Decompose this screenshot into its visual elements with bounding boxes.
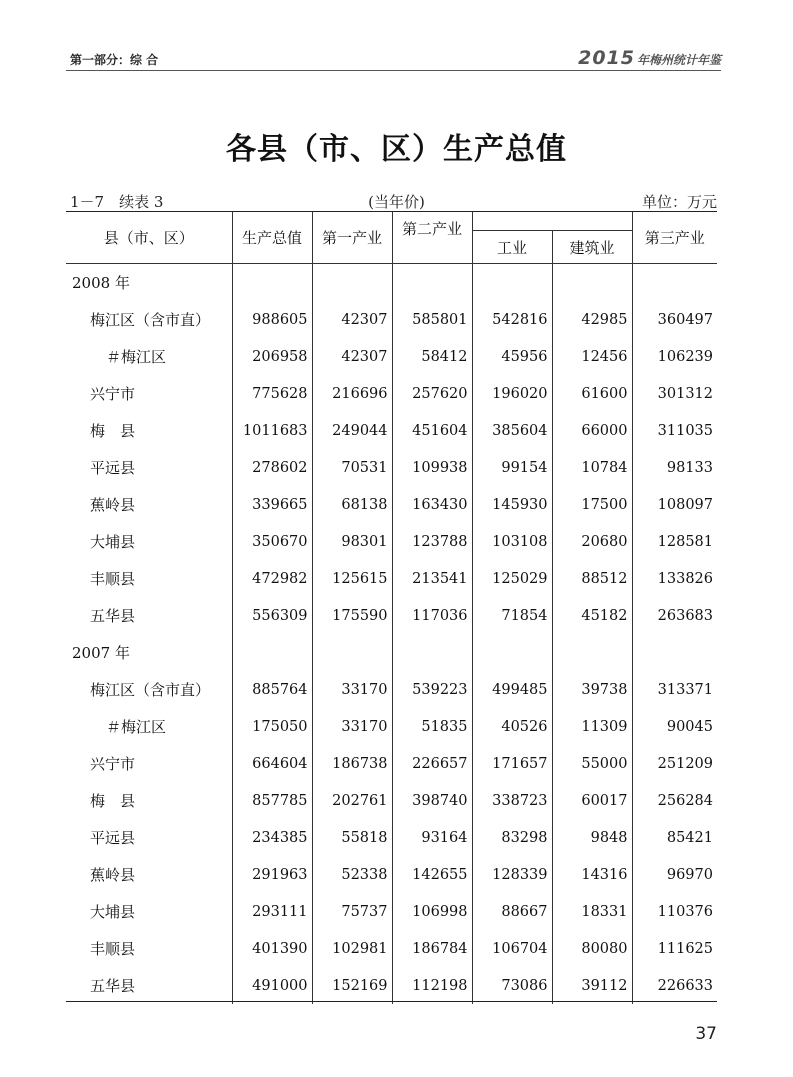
secondary-value: 451604 — [392, 412, 472, 449]
gdp-value: 885764 — [232, 671, 312, 708]
gdp-value: 293111 — [232, 893, 312, 930]
unit-label: 单位：万元 — [641, 193, 717, 211]
primary-value: 33170 — [312, 671, 392, 708]
col-header-construction: 建筑业 — [552, 231, 632, 264]
secondary-value: 163430 — [392, 486, 472, 523]
primary-value: 249044 — [312, 412, 392, 449]
region-name: 平远县 — [90, 459, 136, 477]
secondary-value: 585801 — [392, 301, 472, 338]
gdp-value: 234385 — [232, 819, 312, 856]
col-header-primary: 第一产业 — [312, 212, 392, 264]
primary-value: 102981 — [312, 930, 392, 967]
secondary-value: 112198 — [392, 967, 472, 1004]
construction-value: 11309 — [552, 708, 632, 745]
table-row — [66, 560, 717, 597]
primary-value: 70531 — [312, 449, 392, 486]
industry-value: 103108 — [472, 523, 552, 560]
primary-value: 98301 — [312, 523, 392, 560]
gdp-value: 278602 — [232, 449, 312, 486]
table-id: 1－7 续表 3 — [70, 193, 164, 211]
tertiary-value: 226633 — [632, 967, 717, 1004]
industry-value: 83298 — [472, 819, 552, 856]
empty-cell — [232, 264, 312, 302]
construction-value: 61600 — [552, 375, 632, 412]
region-name: 蕉岭县 — [90, 866, 136, 884]
table-row — [66, 782, 717, 819]
table-row — [66, 671, 717, 708]
table-row — [66, 412, 717, 449]
price-basis: (当年价) — [368, 193, 425, 211]
industry-value: 499485 — [472, 671, 552, 708]
industry-value: 99154 — [472, 449, 552, 486]
secondary-value: 226657 — [392, 745, 472, 782]
tertiary-value: 301312 — [632, 375, 717, 412]
secondary-value: 109938 — [392, 449, 472, 486]
secondary-value: 106998 — [392, 893, 472, 930]
industry-value: 385604 — [472, 412, 552, 449]
industry-value: 40526 — [472, 708, 552, 745]
region-name: ＃梅江区 — [106, 348, 167, 366]
industry-value: 145930 — [472, 486, 552, 523]
col-header-industry: 工业 — [472, 231, 552, 264]
col-header-secondary: 第二产业 — [392, 212, 472, 264]
empty-cell — [472, 634, 552, 671]
year-label: 2008 年 — [72, 274, 130, 292]
table-row — [66, 893, 717, 930]
industry-value: 106704 — [472, 930, 552, 967]
region-name: 丰顺县 — [90, 570, 136, 588]
industry-value: 88667 — [472, 893, 552, 930]
table-row — [66, 930, 717, 967]
construction-value: 45182 — [552, 597, 632, 634]
region-name: 五华县 — [90, 977, 136, 995]
tertiary-value: 256284 — [632, 782, 717, 819]
construction-value: 12456 — [552, 338, 632, 375]
section-header: 第一部分：综 合 — [70, 53, 159, 67]
gdp-value: 401390 — [232, 930, 312, 967]
construction-value: 66000 — [552, 412, 632, 449]
region-name: 兴宁市 — [90, 755, 136, 773]
empty-cell — [632, 634, 717, 671]
empty-cell — [552, 634, 632, 671]
industry-value: 125029 — [472, 560, 552, 597]
empty-cell — [312, 634, 392, 671]
construction-value: 39738 — [552, 671, 632, 708]
gdp-value: 291963 — [232, 856, 312, 893]
primary-value: 186738 — [312, 745, 392, 782]
empty-cell — [392, 634, 472, 671]
col-header-tertiary: 第三产业 — [632, 212, 717, 264]
construction-value: 80080 — [552, 930, 632, 967]
col-header-region: 县（市、区） — [66, 212, 232, 264]
construction-value: 18331 — [552, 893, 632, 930]
tertiary-value: 106239 — [632, 338, 717, 375]
primary-value: 175590 — [312, 597, 392, 634]
industry-value: 71854 — [472, 597, 552, 634]
region-name: 大埔县 — [90, 903, 136, 921]
secondary-value: 398740 — [392, 782, 472, 819]
primary-value: 202761 — [312, 782, 392, 819]
region-name: 兴宁市 — [90, 385, 136, 403]
secondary-value: 257620 — [392, 375, 472, 412]
gdp-value: 988605 — [232, 301, 312, 338]
gdp-value: 175050 — [232, 708, 312, 745]
region-name: 梅江区（含市直） — [90, 311, 211, 329]
gdp-value: 491000 — [232, 967, 312, 1004]
secondary-value: 539223 — [392, 671, 472, 708]
table-row — [66, 597, 717, 634]
region-name: ＃梅江区 — [106, 718, 167, 736]
region-name: 梅 县 — [90, 422, 136, 440]
page-title: 各县（市、区）生产总值 — [226, 132, 567, 167]
tertiary-value: 251209 — [632, 745, 717, 782]
yearbook-year: 2015 — [578, 47, 635, 69]
year-row — [66, 634, 717, 671]
table-row — [66, 523, 717, 560]
construction-value: 20680 — [552, 523, 632, 560]
industry-value: 196020 — [472, 375, 552, 412]
gdp-value: 472982 — [232, 560, 312, 597]
empty-cell — [632, 264, 717, 302]
gdp-value: 775628 — [232, 375, 312, 412]
yearbook-header — [578, 47, 721, 69]
tertiary-value: 96970 — [632, 856, 717, 893]
table-row — [66, 301, 717, 338]
secondary-value: 58412 — [392, 338, 472, 375]
table-row — [66, 486, 717, 523]
year-label: 2007 年 — [72, 644, 130, 662]
primary-value: 125615 — [312, 560, 392, 597]
construction-value: 17500 — [552, 486, 632, 523]
empty-cell — [552, 264, 632, 302]
tertiary-value: 133826 — [632, 560, 717, 597]
construction-value: 39112 — [552, 967, 632, 1004]
industry-value: 128339 — [472, 856, 552, 893]
table-body — [66, 264, 717, 1005]
header-rule — [66, 70, 721, 71]
construction-value: 60017 — [552, 782, 632, 819]
empty-cell — [392, 264, 472, 302]
table-bottom-rule — [66, 1001, 717, 1002]
gdp-value: 1011683 — [232, 412, 312, 449]
tertiary-value: 85421 — [632, 819, 717, 856]
tertiary-value: 108097 — [632, 486, 717, 523]
secondary-value: 142655 — [392, 856, 472, 893]
secondary-value: 213541 — [392, 560, 472, 597]
empty-cell — [312, 264, 392, 302]
gdp-value: 339665 — [232, 486, 312, 523]
primary-value: 42307 — [312, 338, 392, 375]
secondary-value: 123788 — [392, 523, 472, 560]
region-name: 梅 县 — [90, 792, 136, 810]
secondary-value: 51835 — [392, 708, 472, 745]
table-row — [66, 745, 717, 782]
tertiary-value: 110376 — [632, 893, 717, 930]
table-row — [66, 967, 717, 1004]
tertiary-value: 360497 — [632, 301, 717, 338]
table-row — [66, 449, 717, 486]
gdp-value: 556309 — [232, 597, 312, 634]
region-name: 丰顺县 — [90, 940, 136, 958]
construction-value: 14316 — [552, 856, 632, 893]
tertiary-value: 128581 — [632, 523, 717, 560]
col-header-secondary-breakdown — [472, 212, 632, 231]
empty-cell — [472, 264, 552, 302]
page-number: 37 — [695, 1024, 717, 1044]
construction-value: 55000 — [552, 745, 632, 782]
empty-cell — [232, 634, 312, 671]
primary-value: 152169 — [312, 967, 392, 1004]
yearbook-name: 年梅州统计年鉴 — [636, 53, 721, 67]
industry-value: 171657 — [472, 745, 552, 782]
tertiary-value: 90045 — [632, 708, 717, 745]
secondary-value: 186784 — [392, 930, 472, 967]
region-name: 大埔县 — [90, 533, 136, 551]
gdp-value: 664604 — [232, 745, 312, 782]
primary-value: 42307 — [312, 301, 392, 338]
gdp-value: 857785 — [232, 782, 312, 819]
tertiary-value: 98133 — [632, 449, 717, 486]
primary-value: 55818 — [312, 819, 392, 856]
construction-value: 42985 — [552, 301, 632, 338]
table-row — [66, 819, 717, 856]
table-row — [66, 856, 717, 893]
primary-value: 75737 — [312, 893, 392, 930]
gdp-table — [66, 212, 717, 1004]
primary-value: 52338 — [312, 856, 392, 893]
region-name: 平远县 — [90, 829, 136, 847]
industry-value: 542816 — [472, 301, 552, 338]
tertiary-value: 263683 — [632, 597, 717, 634]
industry-value: 338723 — [472, 782, 552, 819]
construction-value: 10784 — [552, 449, 632, 486]
table-header — [66, 212, 717, 264]
construction-value: 88512 — [552, 560, 632, 597]
secondary-value: 93164 — [392, 819, 472, 856]
industry-value: 73086 — [472, 967, 552, 1004]
region-name: 梅江区（含市直） — [90, 681, 211, 699]
primary-value: 216696 — [312, 375, 392, 412]
gdp-value: 350670 — [232, 523, 312, 560]
tertiary-value: 111625 — [632, 930, 717, 967]
primary-value: 33170 — [312, 708, 392, 745]
gdp-value: 206958 — [232, 338, 312, 375]
region-name: 蕉岭县 — [90, 496, 136, 514]
region-name: 五华县 — [90, 607, 136, 625]
primary-value: 68138 — [312, 486, 392, 523]
year-row — [66, 264, 717, 302]
table-row — [66, 375, 717, 412]
col-header-gdp: 生产总值 — [232, 212, 312, 264]
secondary-value: 117036 — [392, 597, 472, 634]
industry-value: 45956 — [472, 338, 552, 375]
tertiary-value: 313371 — [632, 671, 717, 708]
table-row — [66, 338, 717, 375]
table-row — [66, 708, 717, 745]
tertiary-value: 311035 — [632, 412, 717, 449]
construction-value: 9848 — [552, 819, 632, 856]
